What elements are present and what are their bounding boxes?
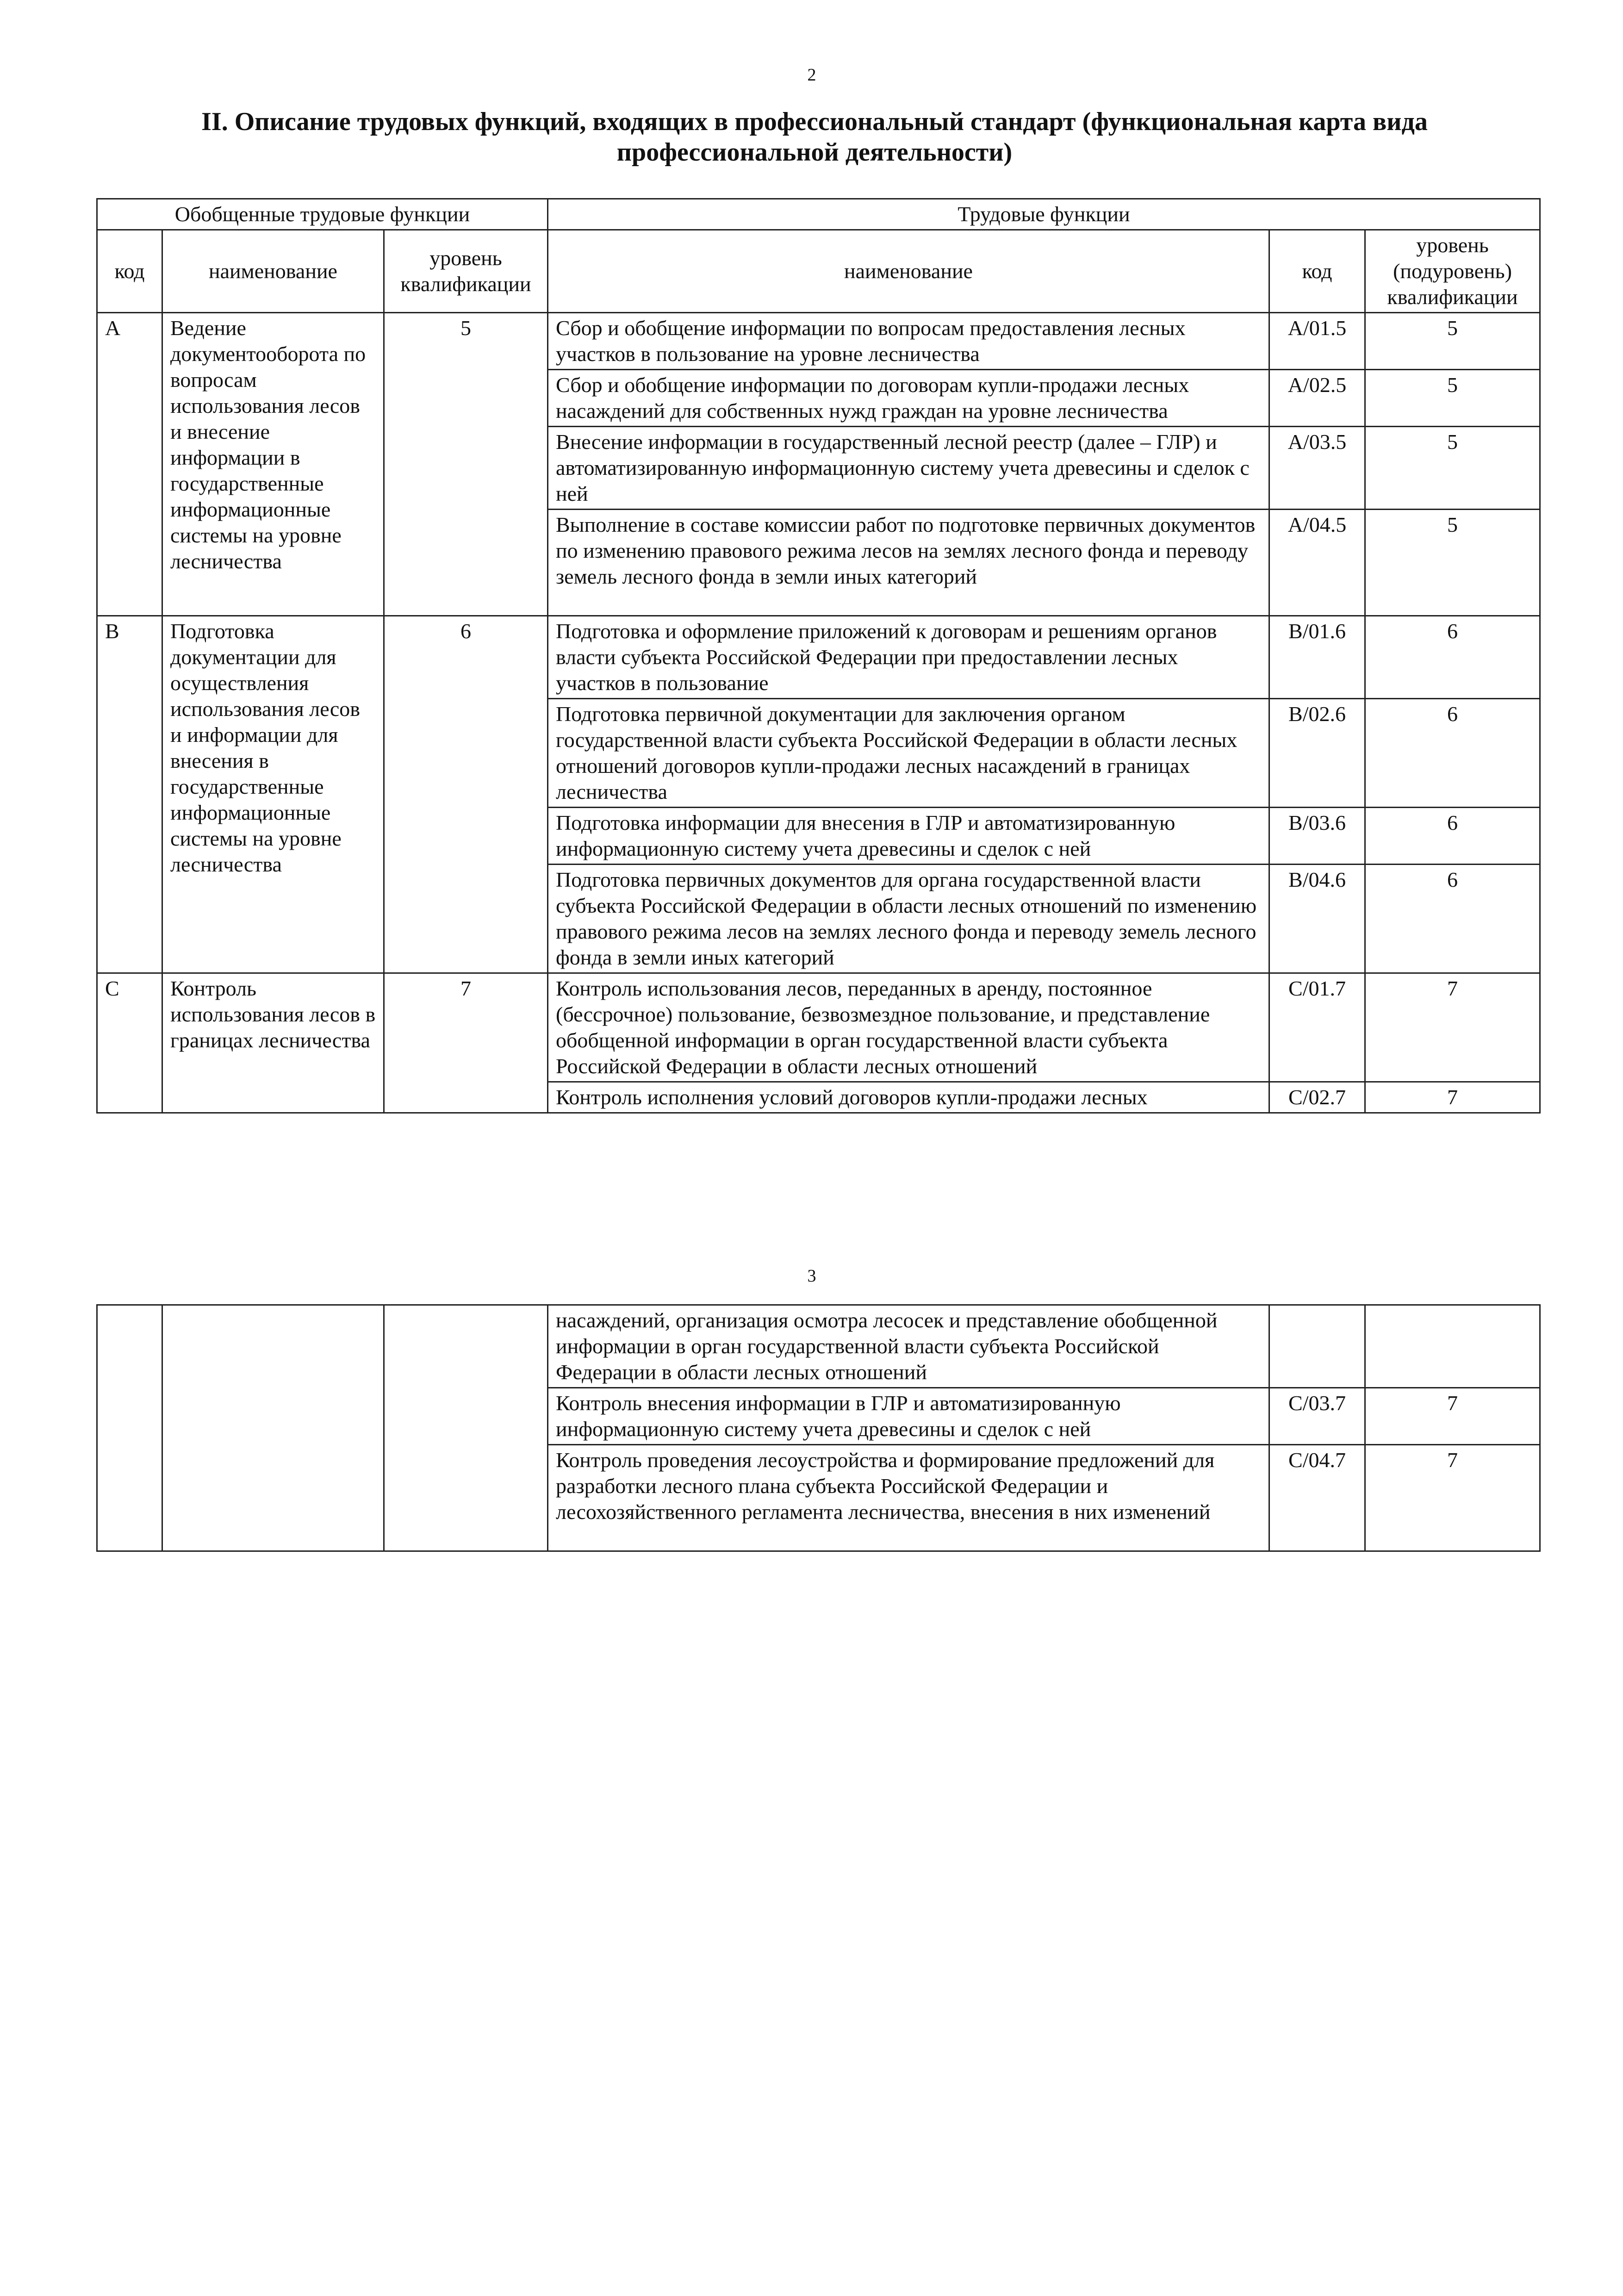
function-level: 6 — [1365, 616, 1540, 699]
table-row — [97, 973, 1540, 1082]
group-name: Контроль использования лесов в границах лесничества — [162, 973, 384, 1113]
function-code: A/01.5 — [1269, 313, 1365, 370]
function-level: 6 — [1365, 808, 1540, 865]
function-name: Внесение информации в государственный лесной реестр (далее – ГЛР) и автоматизированную информационную систему учета древесины и сделок с ней — [548, 427, 1269, 510]
function-level: 7 — [1365, 973, 1540, 1082]
function-level: 5 — [1365, 370, 1540, 427]
section-heading-line-1: II. Описание трудовых функций, входящих в профессиональный стандарт (функциональная карта вида — [201, 107, 1428, 136]
function-level: 6 — [1365, 865, 1540, 973]
function-name: Подготовка первичной документации для заключения органом государственной власти субъекта Российской Федерации в области лесных отношений договоров купли-продажи лесных насаждений в границах лесничества — [548, 699, 1269, 808]
header-tf-level: уровень (подуровень) квалификации — [1365, 230, 1540, 313]
function-level — [1365, 1305, 1540, 1388]
function-name: Выполнение в составе комиссии работ по подготовке первичных документов по изменению правового режима лесов на землях лесного фонда и переводу земель лесного фонда в земли иных категорий — [548, 510, 1269, 616]
function-code: A/04.5 — [1269, 510, 1365, 616]
function-code: B/01.6 — [1269, 616, 1365, 699]
group-name: Ведение документооборота по вопросам использования лесов и внесение информации в государственные информационные системы на уровне лесничества — [162, 313, 384, 616]
function-code: C/01.7 — [1269, 973, 1365, 1082]
header-row-groups — [97, 199, 1540, 230]
page-number: 2 — [807, 65, 816, 85]
function-name: Контроль проведения лесоустройства и формирование предложений для разработки лесного плана субъекта Российской Федерации и лесохозяйственного регламента лесничества, внесения в них изменений — [548, 1445, 1269, 1551]
function-code — [1269, 1305, 1365, 1388]
function-level: 7 — [1365, 1445, 1540, 1551]
header-tf-code: код — [1269, 230, 1365, 313]
functional-map-table — [96, 198, 1541, 1114]
header-code: код — [97, 230, 162, 313]
function-level: 5 — [1365, 313, 1540, 370]
function-name: Сбор и обобщение информации по договорам купли-продажи лесных насаждений для собственных нужд граждан на уровне лесничества — [548, 370, 1269, 427]
header-name: наименование — [162, 230, 384, 313]
function-code: A/02.5 — [1269, 370, 1365, 427]
function-code: C/04.7 — [1269, 1445, 1365, 1551]
table-row — [97, 616, 1540, 699]
function-level: 5 — [1365, 427, 1540, 510]
function-level: 7 — [1365, 1082, 1540, 1113]
function-name: насаждений, организация осмотра лесосек и представление обобщенной информации в орган государственной власти субъекта Российской Федерации в области лесных отношений — [548, 1305, 1269, 1388]
function-name: Сбор и обобщение информации по вопросам предоставления лесных участков в пользование на уровне лесничества — [548, 313, 1269, 370]
functional-map-table-continued — [96, 1304, 1541, 1552]
function-code: C/02.7 — [1269, 1082, 1365, 1113]
group-level: 6 — [384, 616, 548, 973]
function-name: Подготовка первичных документов для органа государственной власти субъекта Российской Федерации в области лесных отношений по изменению правового режима лесов на землях лесного фонда и переводу земель лесного фонда в земли иных категорий — [548, 865, 1269, 973]
function-code: B/04.6 — [1269, 865, 1365, 973]
function-level: 6 — [1365, 699, 1540, 808]
function-name: Подготовка и оформление приложений к договорам и решениям органов власти субъекта Российской Федерации при предоставлении лесных участков в пользование — [548, 616, 1269, 699]
header-tf-name: наименование — [548, 230, 1269, 313]
function-level: 5 — [1365, 510, 1540, 616]
function-name: Контроль исполнения условий договоров купли-продажи лесных — [548, 1082, 1269, 1113]
group-level: 7 — [384, 973, 548, 1113]
group-code-cont — [97, 1305, 162, 1551]
group-level-cont — [384, 1305, 548, 1551]
function-name: Подготовка информации для внесения в ГЛР и автоматизированную информационную систему учета древесины и сделок с ней — [548, 808, 1269, 865]
function-level: 7 — [1365, 1388, 1540, 1445]
group-level: 5 — [384, 313, 548, 616]
header-generalized-functions: Обобщенные трудовые функции — [97, 199, 548, 230]
page-number-2: 3 — [807, 1266, 816, 1286]
function-code: B/03.6 — [1269, 808, 1365, 865]
header-level: уровень квалификации — [384, 230, 548, 313]
section-heading — [93, 106, 1536, 168]
table-row — [97, 313, 1540, 370]
header-labor-functions: Трудовые функции — [548, 199, 1540, 230]
function-name: Контроль использования лесов, переданных в аренду, постоянное (бессрочное) пользование, безвозмездное пользование, и представление обобщенной информации в орган государственной власти субъекта Российской Федерации в области лесных отношений — [548, 973, 1269, 1082]
function-code: C/03.7 — [1269, 1388, 1365, 1445]
group-name-cont — [162, 1305, 384, 1551]
group-code: A — [97, 313, 162, 616]
group-code: B — [97, 616, 162, 973]
header-row-columns — [97, 230, 1540, 313]
section-heading-line-2: профессиональной деятельности) — [616, 138, 1013, 167]
function-code: B/02.6 — [1269, 699, 1365, 808]
table-row — [97, 1305, 1540, 1388]
group-code: C — [97, 973, 162, 1113]
function-name: Контроль внесения информации в ГЛР и автоматизированную информационную систему учета древесины и сделок с ней — [548, 1388, 1269, 1445]
function-code: A/03.5 — [1269, 427, 1365, 510]
group-name: Подготовка документации для осуществления использования лесов и информации для внесения в государственные информационные системы на уровне лесничества — [162, 616, 384, 973]
